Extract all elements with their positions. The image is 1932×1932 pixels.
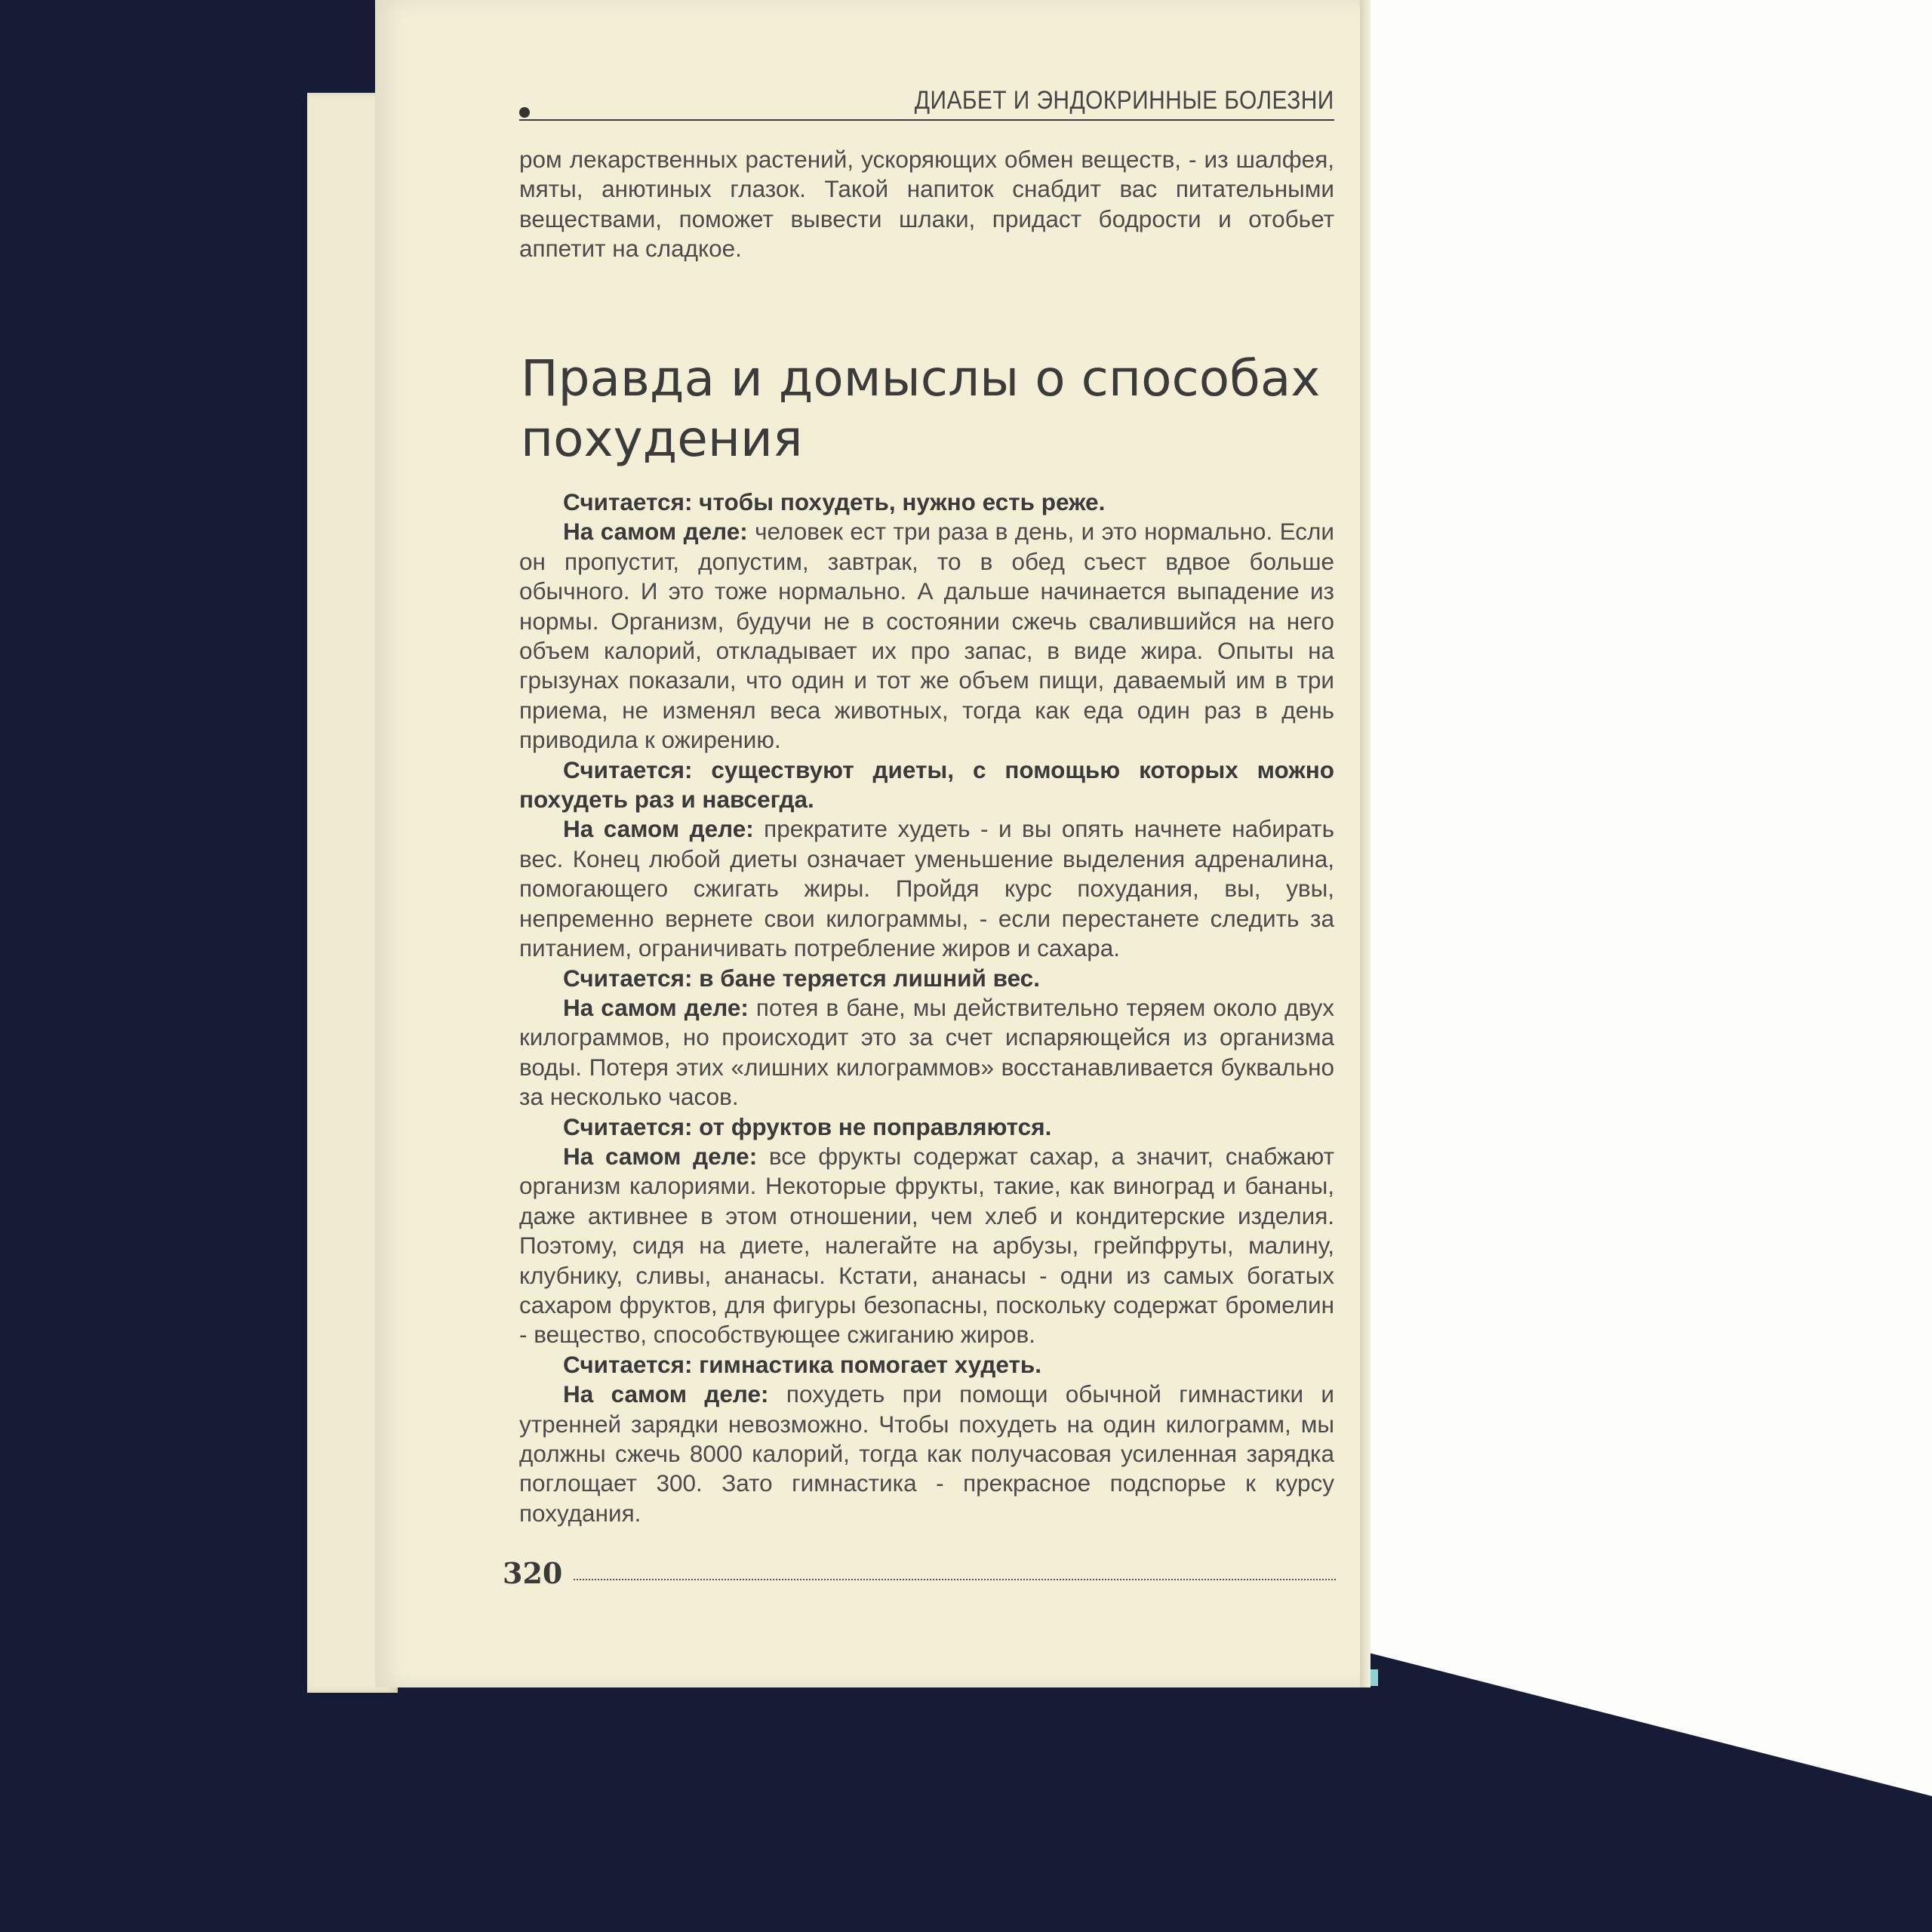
footer-dotted-rule <box>574 1579 1336 1580</box>
page-footer <box>503 1556 1336 1591</box>
fact-paragraph <box>519 814 1334 963</box>
fact-text: все фрукты содержат сахар, а значит, снабжают организм калориями. Некоторые фрукты, такие, как виноград и бананы, даже активнее в этом отношении, чем хлеб и кондитерские изделия. Поэтому, сидя на диете, налегайте на арбузы, грейпфруты, малину, клубнику, сливы, ананасы. Кстати, ананасы - одни из самых богатых сахаром фруктов, для фигуры безопасны, поскольку содержат бромелин - вещество, способствующее сжиганию жиров. <box>519 1142 1334 1349</box>
intro-paragraph: ром лекарственных растений, ускоряющих обмен веществ, - из шалфея, мяты, анютиных глазок. Такой напиток снабдит вас питательными веществами, поможет вывести шлаки, придаст бодрости и отобьет аппетит на сладкое. <box>519 146 1334 263</box>
fact-lead: На самом деле: <box>563 1142 758 1170</box>
fact-lead: На самом деле: <box>563 815 754 843</box>
section-heading: Правда и домыслы о способах похудения <box>521 349 1321 468</box>
fact-paragraph <box>519 1142 1334 1350</box>
fact-lead: На самом деле: <box>563 518 748 546</box>
claim-line: Считается: существуют диеты, с помощью которых можно похудеть раз и навсегда. <box>519 755 1334 814</box>
claim-line: Считается: от фруктов не поправляются. <box>563 1112 1052 1140</box>
article-body <box>519 488 1334 1528</box>
running-head-bullet <box>519 107 530 118</box>
claim-line: Считается: в бане теряется лишний вес. <box>563 964 1040 992</box>
claim-line: Считается: гимнастика помогает худеть. <box>563 1350 1042 1378</box>
fact-text: потея в бане, мы действительно теряем около двух килограммов, но происходит это за счет испаряющейся из организма воды. Потеря этих «лишних килограммов» восстанавливается буквально за несколько часов. <box>519 993 1335 1111</box>
page-number: 320 <box>503 1556 563 1590</box>
fact-paragraph <box>519 993 1334 1112</box>
facing-blank-page <box>1367 0 1932 1796</box>
running-head <box>519 82 1334 121</box>
fact-paragraph <box>519 1380 1334 1528</box>
fact-lead: На самом деле: <box>563 1380 769 1408</box>
claim-line: Считается: чтобы похудеть, нужно есть реже. <box>563 488 1106 515</box>
fact-text: человек ест три раза в день, и это нормально. Если он пропустит, допустим, завтрак, то в обед съест вдвое больше обычного. И это тоже нормально. А дальше начинается выпадение из нормы. Организм, будучи не в состоянии сжечь свалившийся на него объем калорий, откладывает их про запас, в виде жира. Опыты на грызунах показали, что один и тот же объем пищи, даваемый им в три приема, не изменял веса животных, тогда как еда один раз в день приводила к ожирению. <box>519 518 1334 754</box>
fact-text: прекратите худеть - и вы опять начнете набирать вес. Конец любой диеты означает уменьшение выделения адреналина, помогающего сжигать жиры. Пройдя курс похудания, вы, увы, непременно вернете свои килограммы, - если перестанете следить за питанием, ограничивать потребление жиров и сахара. <box>519 815 1335 962</box>
running-head-title: ДИАБЕТ И ЭНДОКРИННЫЕ БОЛЕЗНИ <box>915 86 1334 115</box>
fact-paragraph <box>519 517 1334 755</box>
fact-lead: На самом деле: <box>563 993 749 1021</box>
fact-text: похудеть при помощи обычной гимнастики и утренней зарядки невозможно. Чтобы похудеть на один килограмм, мы должны сжечь 8000 калорий, тогда как получасовая усиленная зарядка поглощает 300. Зато гимнастика - прекрасное подспорье к курсу похудания. <box>519 1380 1335 1527</box>
book-spine <box>1360 0 1371 1687</box>
